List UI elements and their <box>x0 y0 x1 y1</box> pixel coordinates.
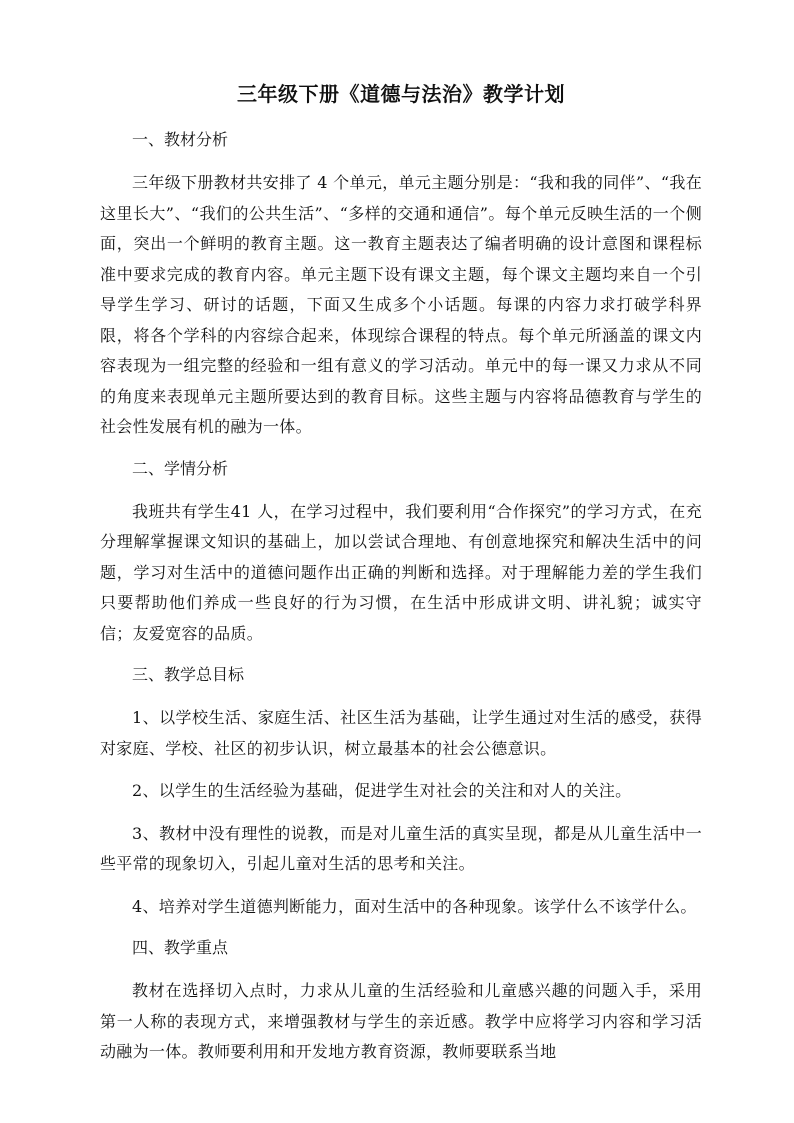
document-title: 三年级下册《道德与法治》教学计划 <box>237 82 565 106</box>
section-heading: 四、教学重点 <box>132 938 229 957</box>
section-heading: 一、教材分析 <box>132 130 229 149</box>
goal-item: 4、培养对学生道德判断能力，面对生活中的各种现象。该学什么不该学什么。 <box>132 896 697 916</box>
paragraph: 三年级下册教材共安排了 4 个单元，单元主题分别是：“我和我的同伴”、“我在这里长大”、“我们的公共生活”、“多样的交通和通信”。每个单元反映生活的一个侧面，突出一个鲜明的教育主题。这一教育主题表达了编者明确的设计意图和课程标准中要求完成的教育内容。单元主题下设有课文主题，每个课文主题均来自一个引导学生学习、研讨的话题，下面又生成多个小话题。每课的内容力求打破学科界限，将各个学科的内容综合起来，体现综合课程的特点。每个单元所涵盖的课文内容表现为一组完整的经验和一组有意义的学习活动。单元中的每一课又力求从不同的角度来表现单元主题所要达到的教育目标。这些主题与内容将品德教育与学生的社会性发展有机的融为一体。 <box>100 173 702 436</box>
paragraph: 教材在选择切入点时，力求从儿童的生活经验和儿童感兴趣的问题入手，采用第一人称的表现方式，来增强教材与学生的亲近感。教学中应将学习内容和学习活动融为一体。教师要利用和开发地方教育资源，教师要联系当地 <box>100 981 702 1061</box>
goal-item: 1、以学校生活、家庭生活、社区生活为基础，让学生通过对生活的感受，获得对家庭、学校、社区的初步认识，树立最基本的社会公德意识。 <box>100 708 702 758</box>
section-textbook-analysis <box>100 126 702 443</box>
section-heading: 二、学情分析 <box>132 458 229 478</box>
section-teaching-goals <box>100 661 702 922</box>
goal-item: 3、教材中没有理性的说教，而是对儿童生活的真实呈现，都是从儿童生活中一些平常的现象切入，引起儿童对生活的思考和关注。 <box>100 823 702 873</box>
section-student-analysis <box>100 455 702 650</box>
section-teaching-focus <box>100 934 702 1068</box>
section-heading: 三、教学总目标 <box>132 665 245 684</box>
paragraph: 我班共有学生41 人，在学习过程中，我们要利用“合作探究”的学习方式，在充分理解掌握课文知识的基础上，加以尝试合理地、有创意地探究和解决生活中的问题，学习对生活中的道德问题作出正确的判断和选择。对于理解能力差的学生我们只要帮助他们养成一些良好的行为习惯，在生活中形成讲文明、讲礼貌；诚实守信；友爱宽容的品质。 <box>100 501 702 643</box>
goal-item: 2、以学生的生活经验为基础，促进学生对社会的关注和对人的关注。 <box>132 781 632 800</box>
